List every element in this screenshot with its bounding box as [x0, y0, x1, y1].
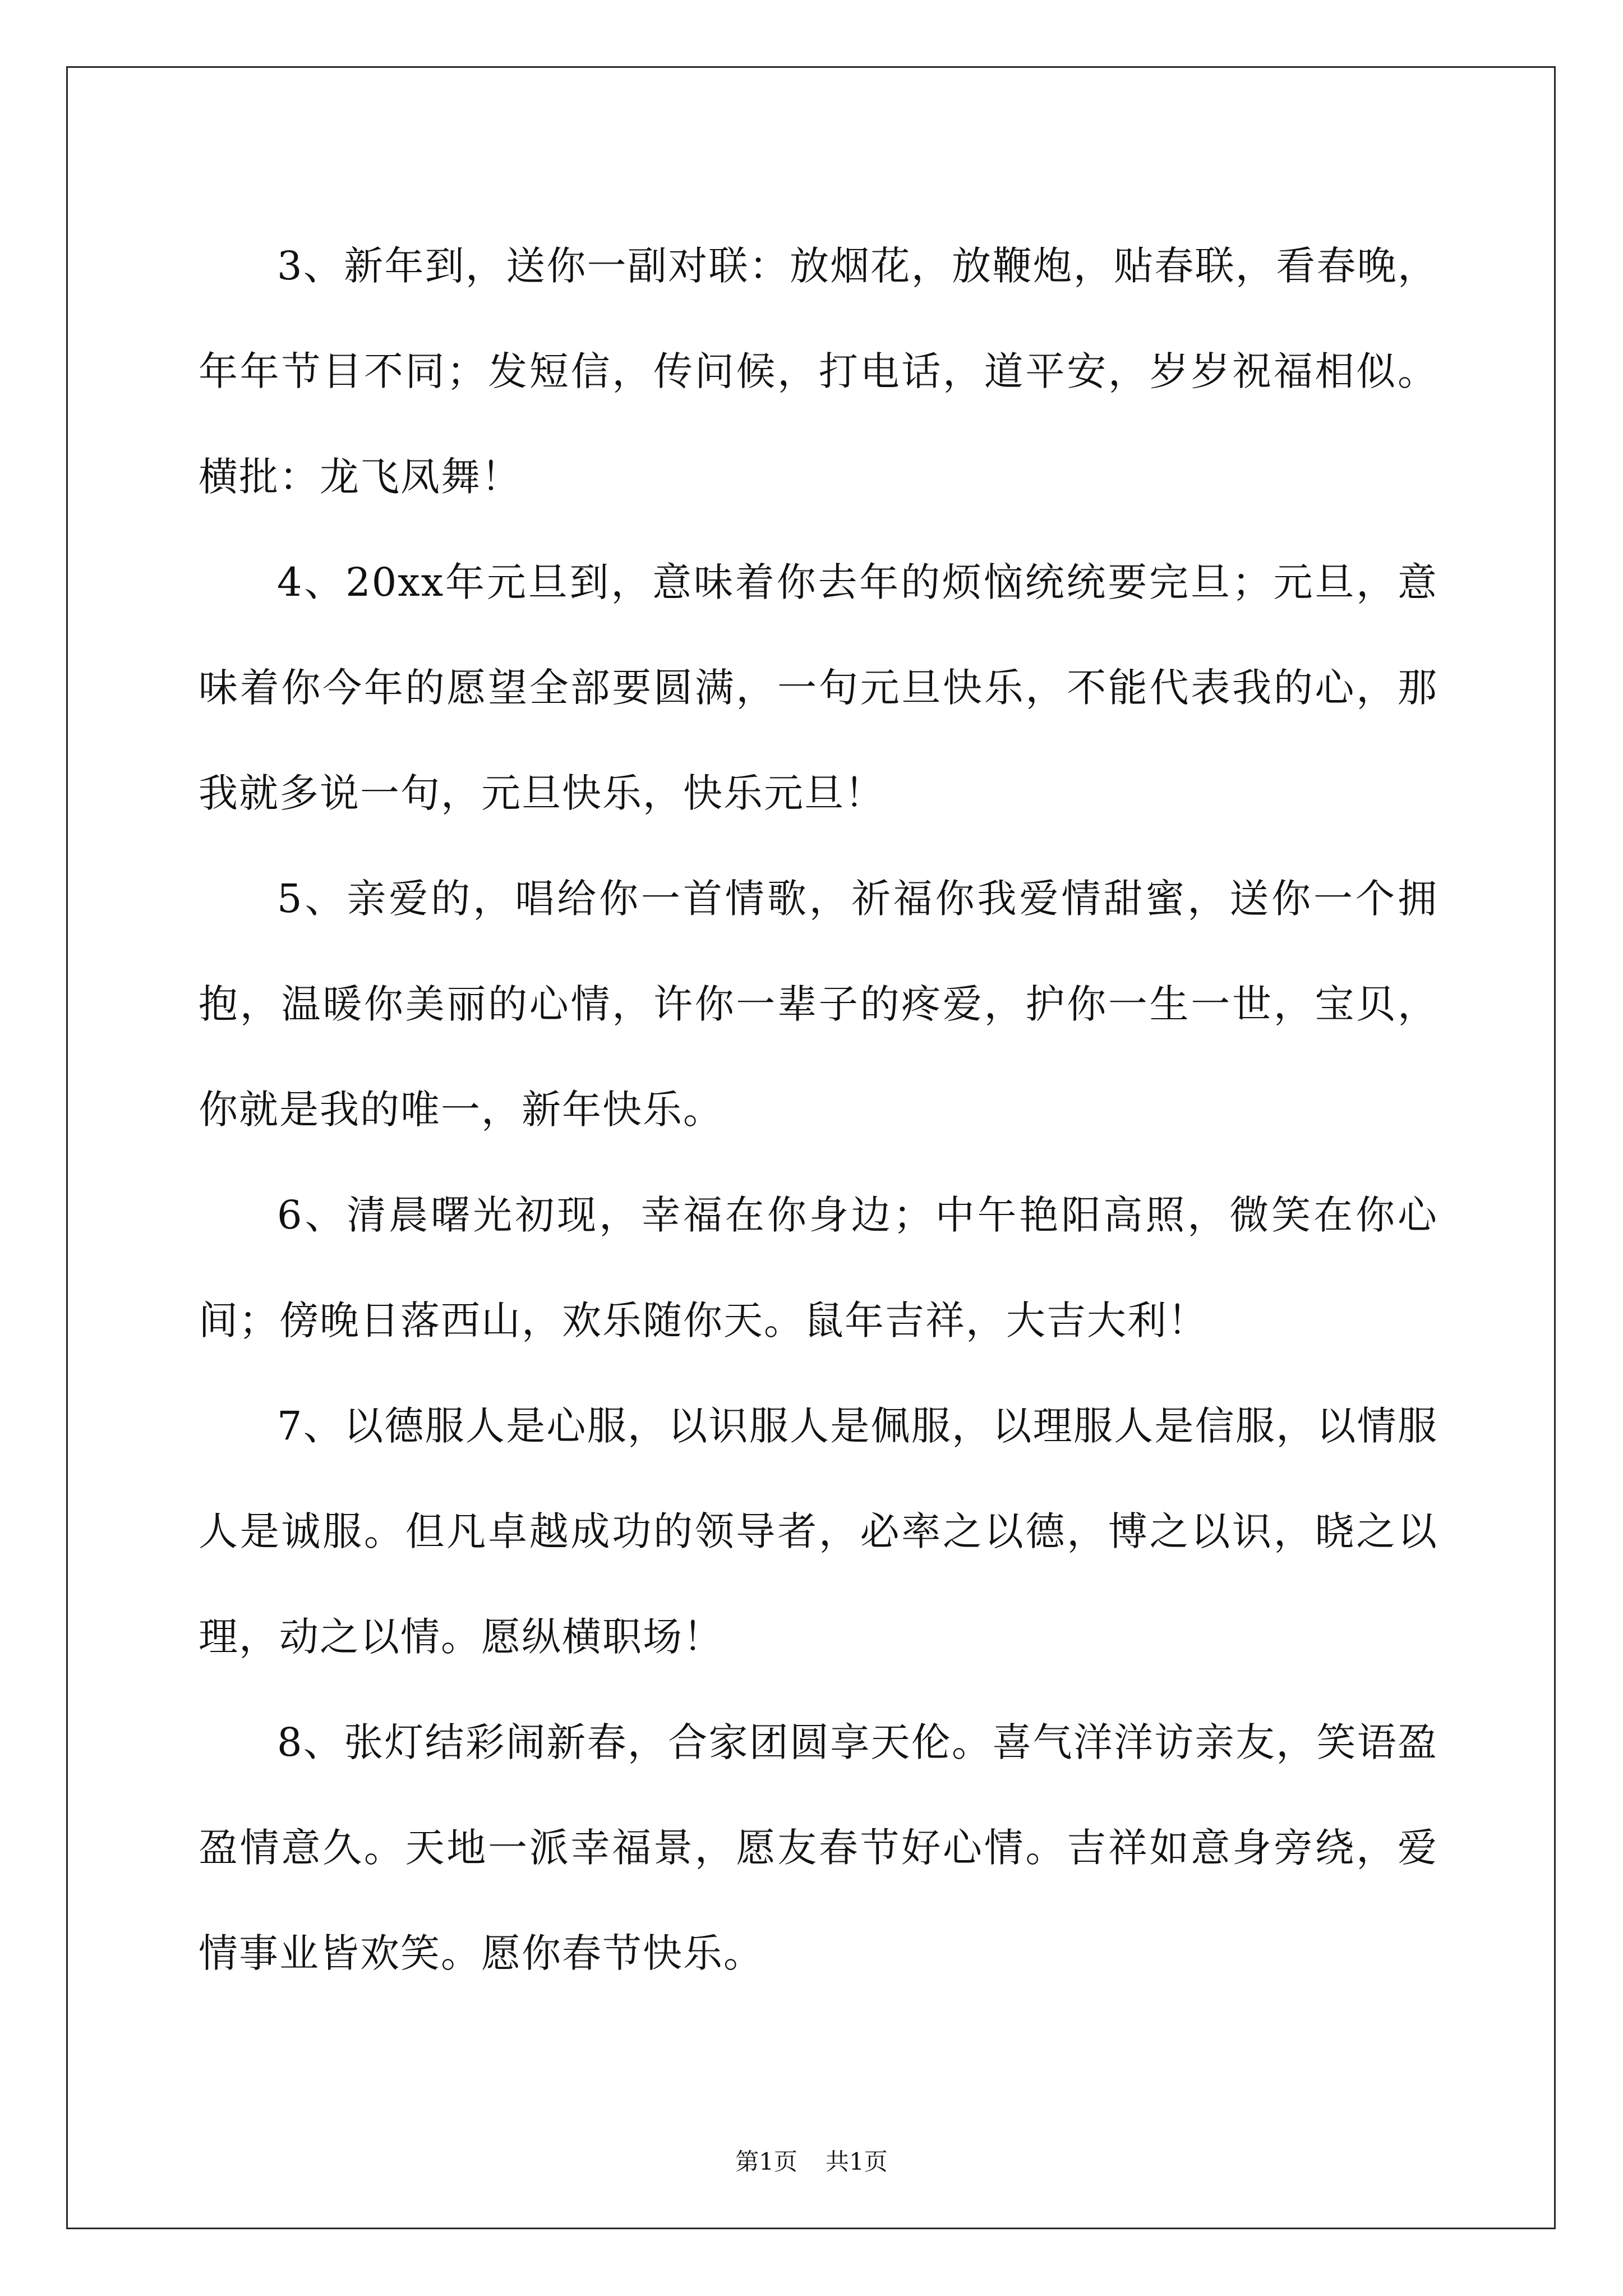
page-total: 共1页	[826, 2148, 888, 2175]
paragraph-6: 6、清晨曙光初现，幸福在你身边；中午艳阳高照，微笑在你心间；傍晚日落西山，欢乐随你天。鼠年吉祥，大吉大利！	[199, 1192, 1438, 1343]
document-body	[199, 213, 1438, 2006]
page-number: 第1页	[735, 2148, 797, 2175]
paragraph-7: 7、以德服人是心服，以识服人是佩服，以理服人是信服，以情服人是诚服。但凡卓越成功的领导者，必率之以德，博之以识，晓之以理，动之以情。愿纵横职场！	[199, 1403, 1438, 1660]
paragraph-3: 3、新年到，送你一副对联：放烟花，放鞭炮，贴春联，看春晚，年年节目不同；发短信，传问候，打电话，道平安，岁岁祝福相似。横批：龙飞凤舞！	[199, 243, 1438, 500]
page-footer	[0, 2145, 1623, 2179]
paragraph-5: 5、亲爱的，唱给你一首情歌，祈福你我爱情甜蜜，送你一个拥抱，温暖你美丽的心情，许你一辈子的疼爱，护你一生一世，宝贝，你就是我的唯一，新年快乐。	[199, 876, 1438, 1133]
paragraph-4: 4、20xx年元旦到，意味着你去年的烦恼统统要完旦；元旦，意味着你今年的愿望全部要圆满，一句元旦快乐，不能代表我的心，那我就多说一句，元旦快乐，快乐元旦！	[199, 559, 1438, 816]
paragraph-8: 8、张灯结彩闹新春，合家团圆享天伦。喜气洋洋访亲友，笑语盈盈情意久。天地一派幸福景，愿友春节好心情。吉祥如意身旁绕，爱情事业皆欢笑。愿你春节快乐。	[199, 1719, 1438, 1976]
